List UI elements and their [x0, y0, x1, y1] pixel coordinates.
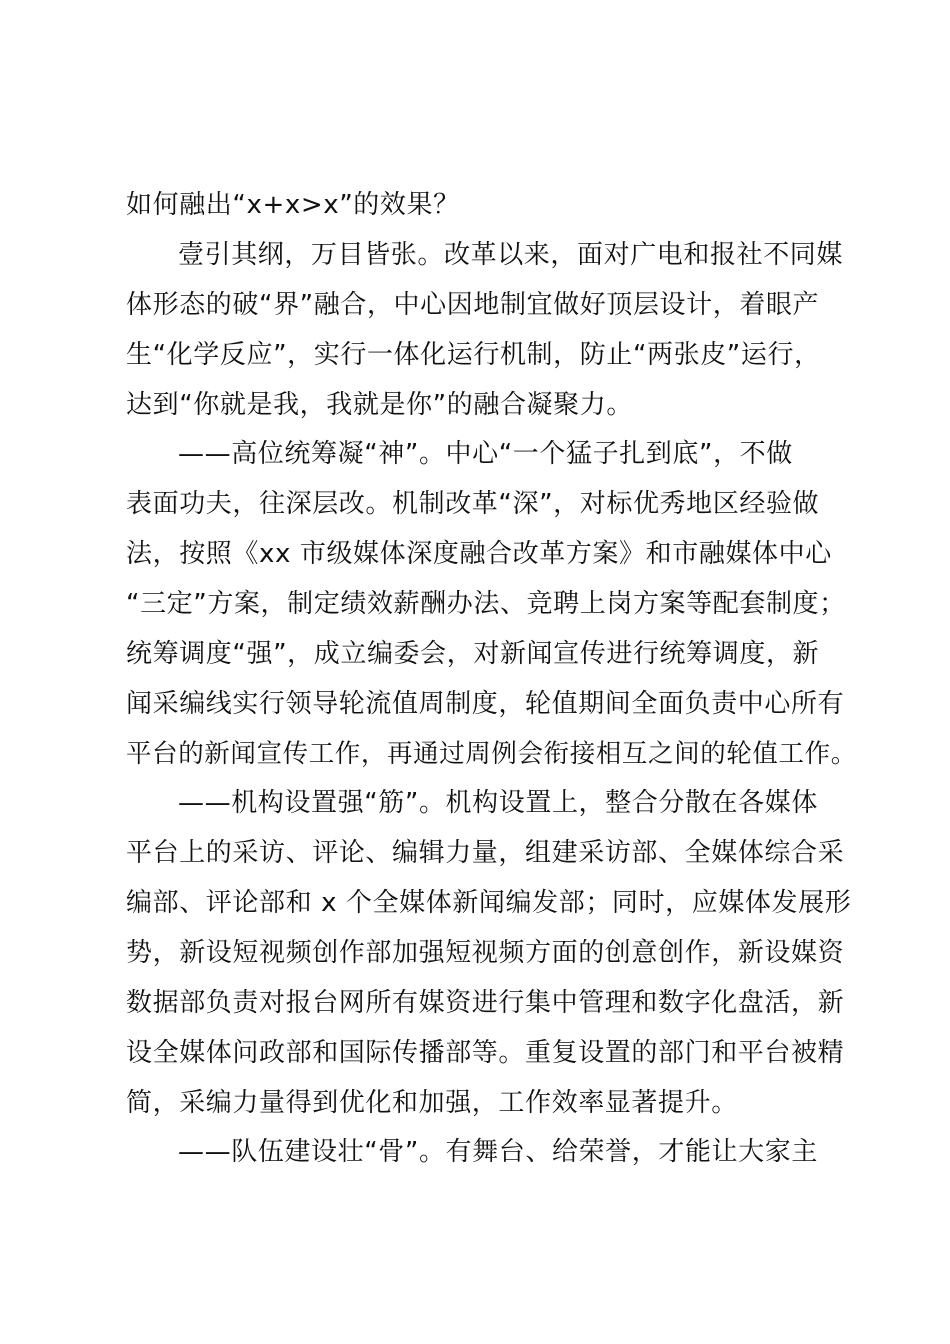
text-line: 数据部负责对报台网所有媒资进行集中管理和数字化盘活，新 — [126, 988, 845, 1018]
paragraph-first-line: ——队伍建设壮“骨”。有舞台、给荣誉，才能让大家主 — [178, 1137, 818, 1167]
text-line: 平台上的采访、评论、编辑力量，组建采访部、全媒体综合采 — [126, 838, 845, 868]
text-line: 简，采编力量得到优化和加强，工作效率显著提升。 — [126, 1088, 738, 1118]
paragraph-first-line: ——高位统筹凝“神”。中心“一个猛子扎到底”，不做 — [178, 439, 793, 469]
text-line: 法，按照《xx 市级媒体深度融合改革方案》和市融媒体中心 — [126, 539, 832, 569]
paragraph-first-line: 壹引其纲，万目皆张。改革以来，面对广电和报社不同媒 — [178, 240, 844, 270]
text-line: “三定”方案，制定绩效薪酬办法、竞聘上岗方案等配套制度； — [126, 589, 846, 619]
text-line: 如何融出“x+x>x”的效果？ — [126, 190, 460, 220]
text-line: 平台的新闻宣传工作，再通过周例会衔接相互之间的轮值工作。 — [126, 739, 857, 769]
text-line: 体形态的破“界”融合，中心因地制宜做好顶层设计，着眼产 — [126, 290, 820, 320]
text-line: 生“化学反应”，实行一体化运行机制，防止“两张皮”运行， — [126, 340, 821, 370]
text-line: 达到“你就是我，我就是你”的融合凝聚力。 — [126, 390, 633, 420]
text-line: 闻采编线实行领导轮流值周制度，轮值期间全面负责中心所有 — [126, 689, 845, 719]
text-line: 统筹调度“强”，成立编委会，对新闻宣传进行统筹调度，新 — [126, 639, 820, 669]
text-line: 表面功夫，往深层改。机制改革“深”，对标优秀地区经验做 — [126, 489, 820, 519]
text-line: 势，新设短视频创作部加强短视频方面的创意创作，新设媒资 — [126, 938, 845, 968]
paragraph-first-line: ——机构设置强“筋”。机构设置上，整合分散在各媒体 — [178, 788, 818, 818]
text-line: 设全媒体问政部和国际传播部等。重复设置的部门和平台被精 — [126, 1038, 845, 1068]
text-line: 编部、评论部和 x 个全媒体新闻编发部；同时，应媒体发展形 — [126, 888, 852, 918]
